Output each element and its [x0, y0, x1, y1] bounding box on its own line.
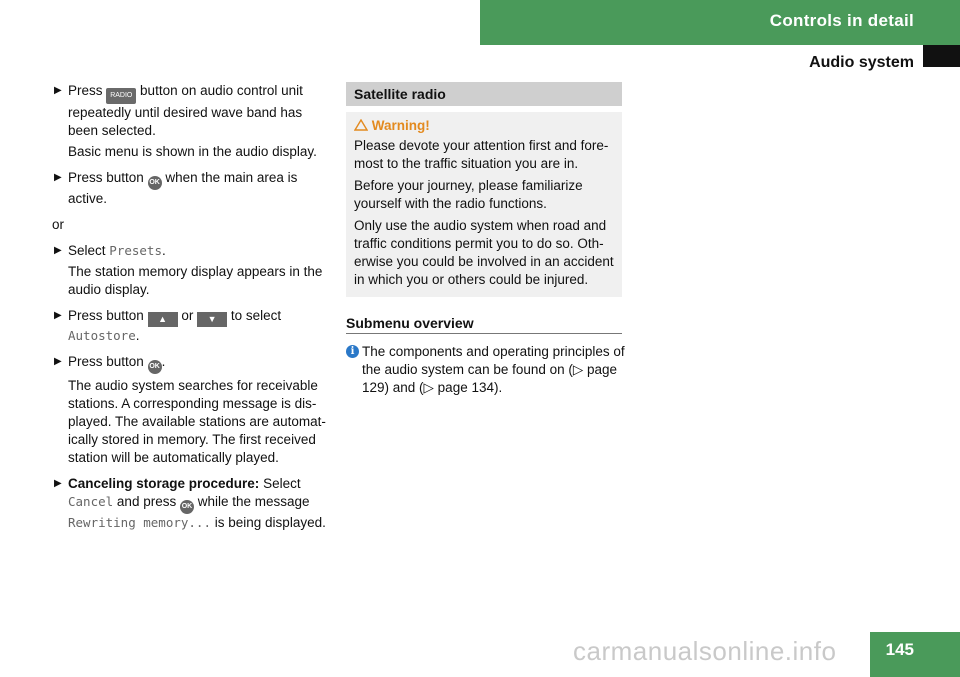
- watermark: carmanualsonline.info: [573, 636, 837, 666]
- ok-button-icon: OK: [148, 360, 162, 374]
- display-text-cancel: Cancel: [68, 494, 114, 509]
- right-column: [346, 82, 625, 395]
- step-select-presets: ▶ Select Presets. The station memory display appears in the audio display.: [52, 242, 334, 299]
- step-arrow-icon: ▶: [54, 478, 62, 489]
- info-icon: i: [346, 345, 359, 358]
- left-column: [52, 82, 334, 540]
- warning-paragraph: Only use the audio system when road and traffic conditions permit you to do so. Oth-erwise you could be involved in an accident in which you or others could be injured.: [354, 218, 614, 287]
- section-title: Controls in detail: [769, 11, 914, 30]
- or-text: or: [52, 217, 65, 232]
- info-text: The components and operating principles of the audio system can be found on (▷ page 129) and (▷ page 134).: [362, 344, 625, 395]
- step-cancel-storage: ▶ Canceling storage procedure: Select Cancel and press OK while the message Rewriting memory... is being displayed.: [54, 476, 326, 530]
- warning-title: Warning!: [354, 117, 616, 135]
- step-note: The station memory display appears in the audio display.: [68, 264, 323, 297]
- step-press-ok: ▶ Press button OK when the main area is active.: [54, 170, 298, 206]
- step-arrow-icon: ▶: [54, 172, 62, 183]
- ok-button-icon: OK: [180, 500, 194, 514]
- step-select-band: ▶ Press RADIO button on audio control unit repeatedly until desired wave band has been selected. Basic menu is shown in the audio display.: [52, 82, 334, 161]
- step-arrow-icon: ▶: [54, 85, 62, 96]
- info-note: [346, 343, 638, 397]
- header-black-tab: [923, 45, 960, 67]
- subsection-title: Audio system: [809, 54, 914, 71]
- step-arrow-icon: ▶: [54, 245, 62, 256]
- display-text-autostore: Autostore: [68, 328, 136, 343]
- step-select-autostore: ▶ Press button ▲ or ▼ to select Autostore.: [54, 308, 282, 343]
- step-note: The audio system searches for receivable stations. A corresponding message is dis-played. The available stations are automat-ically stored in memory. The first received station will be automatically played.: [68, 378, 326, 465]
- step-note: Basic menu is shown in the audio display.: [68, 144, 317, 159]
- warning-triangle-icon: [354, 119, 368, 131]
- satellite-radio-heading: Satellite radio: [346, 82, 622, 106]
- step-press-ok-search: ▶ Press button OK . The audio system searches for receivable stations. A corresponding message is dis-played. The available stations are automat-ically stored in memory. The first received station will be automatically played.: [52, 353, 334, 467]
- step-arrow-icon: ▶: [54, 310, 62, 321]
- up-button-icon: ▲: [148, 312, 178, 327]
- page-number-box: [870, 632, 960, 677]
- submenu-overview-heading: Submenu overview: [346, 314, 622, 334]
- display-text-rewriting: Rewriting memory...: [68, 515, 211, 530]
- step-arrow-icon: ▶: [54, 356, 62, 367]
- warning-paragraph: Please devote your attention first and fore-most to the traffic situation you are in.: [354, 138, 609, 171]
- radio-button-icon: RADIO: [106, 88, 136, 104]
- down-button-icon: ▼: [197, 312, 227, 327]
- warning-box: [346, 112, 622, 297]
- warning-paragraph: Before your journey, please familiarize yourself with the radio functions.: [354, 178, 583, 211]
- page-number: 145: [885, 640, 914, 659]
- ok-button-icon: OK: [148, 176, 162, 190]
- display-text-presets: Presets: [109, 243, 162, 258]
